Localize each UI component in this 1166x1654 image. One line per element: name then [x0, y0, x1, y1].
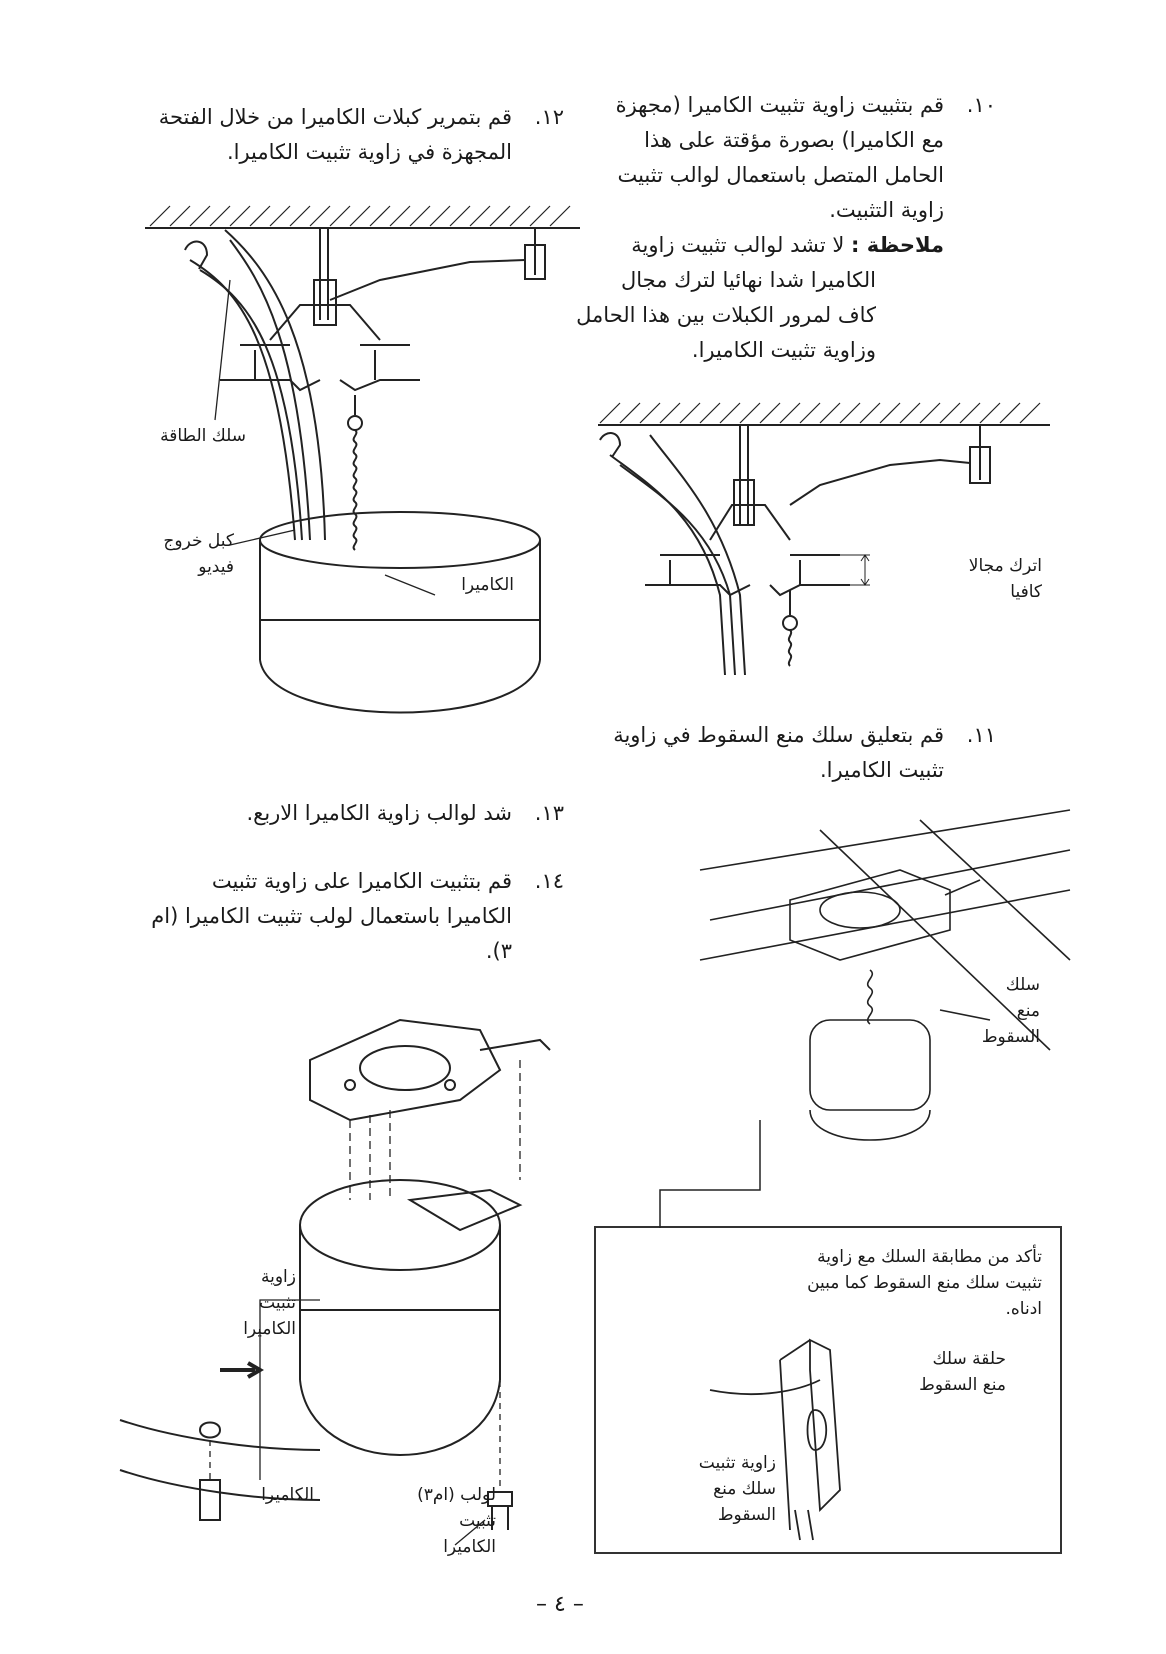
camera-label-step12: الكاميرا — [461, 575, 514, 595]
step-10-line-4: زاوية التثبيت. — [829, 198, 944, 222]
step-10-note-line-2: الكاميرا شدا نهائيا لترك مجال — [621, 268, 876, 292]
step-12-text — [114, 100, 564, 170]
step-14-illustration — [120, 1000, 580, 1560]
camera-bracket-label: زاوية تثبيت الكاميرا — [243, 1267, 296, 1339]
step-12-line-2: المجهزة في زاوية تثبيت الكاميرا. — [226, 140, 512, 164]
step-12-line-1: ١٢.قم بتمرير كبلات الكاميرا من خلال الفتحة — [114, 100, 564, 135]
leave-space-label: اترك مجالا كافيا — [968, 556, 1042, 602]
step-10-line-1: ١٠.قم بتثبيت زاوية تثبيت الكاميرا (مجهزة — [576, 88, 996, 123]
step-10-line-3: الحامل المتصل باستعمال لوالب تثبيت — [617, 163, 944, 187]
step-11-text — [576, 718, 996, 788]
camera-label-step14: الكاميرا — [261, 1485, 314, 1505]
step-14-line-2: الكاميرا باستعمال لولب تثبيت الكاميرا (ام — [151, 904, 512, 928]
note-label: ملاحظة : — [851, 233, 944, 257]
mount-screw-label: لولب (ام٣) تثبيت الكاميرا — [417, 1485, 496, 1557]
step-14-text — [114, 864, 564, 969]
callout-text: تأكد من مطابقة السلك مع زاوية تثبيت سلك منع السقوط كما مبين ادناه. — [807, 1247, 1042, 1319]
drop-wire-label: سلك منع السقوط — [981, 975, 1040, 1047]
drop-bracket-label: زاوية تثبيت سلك منع السقوط — [698, 1453, 776, 1525]
step-12-number: ١٢. — [534, 105, 564, 129]
ring-label: حلقة سلك منع السقوط — [919, 1349, 1006, 1395]
step-13-number: ١٣. — [534, 801, 564, 825]
step-10-note-line-3: كاف لمرور الكبلات بين هذا الحامل — [576, 303, 876, 327]
step-12-illustration — [140, 200, 580, 720]
step-14-line-3: ٣). — [485, 939, 512, 963]
power-cord-label: سلك الطاقة — [160, 426, 246, 446]
step-10-line-2: مع الكاميرا) بصورة مؤقتة على هذا — [644, 128, 944, 152]
step-11-line-2: تثبيت الكاميرا. — [819, 758, 944, 782]
step-14-line-1: ١٤.قم بتثبيت الكاميرا على زاوية تثبيت — [114, 864, 564, 899]
step-13-text — [114, 796, 564, 831]
step-10-text — [576, 88, 996, 368]
step-13-line: شد لوالب زاوية الكاميرا الاربع. — [246, 801, 512, 825]
step-10-note-line-4: وزاوية تثبيت الكاميرا. — [691, 338, 876, 362]
step-14-number: ١٤. — [534, 869, 564, 893]
step-10-number: ١٠. — [966, 93, 996, 117]
callout-leader — [640, 1120, 780, 1230]
step-11-number: ١١. — [966, 723, 996, 747]
step-10-note-line-1: ملاحظة : لا تشد لوالب تثبيت زاوية — [631, 233, 944, 257]
step-11-line-1: ١١.قم بتعليق سلك منع السقوط في زاوية — [576, 718, 996, 753]
video-cable-label: كبل خروج فيديو — [163, 531, 234, 577]
step-10-illustration — [590, 395, 1060, 695]
page-number: – ٤ – — [536, 1592, 584, 1617]
